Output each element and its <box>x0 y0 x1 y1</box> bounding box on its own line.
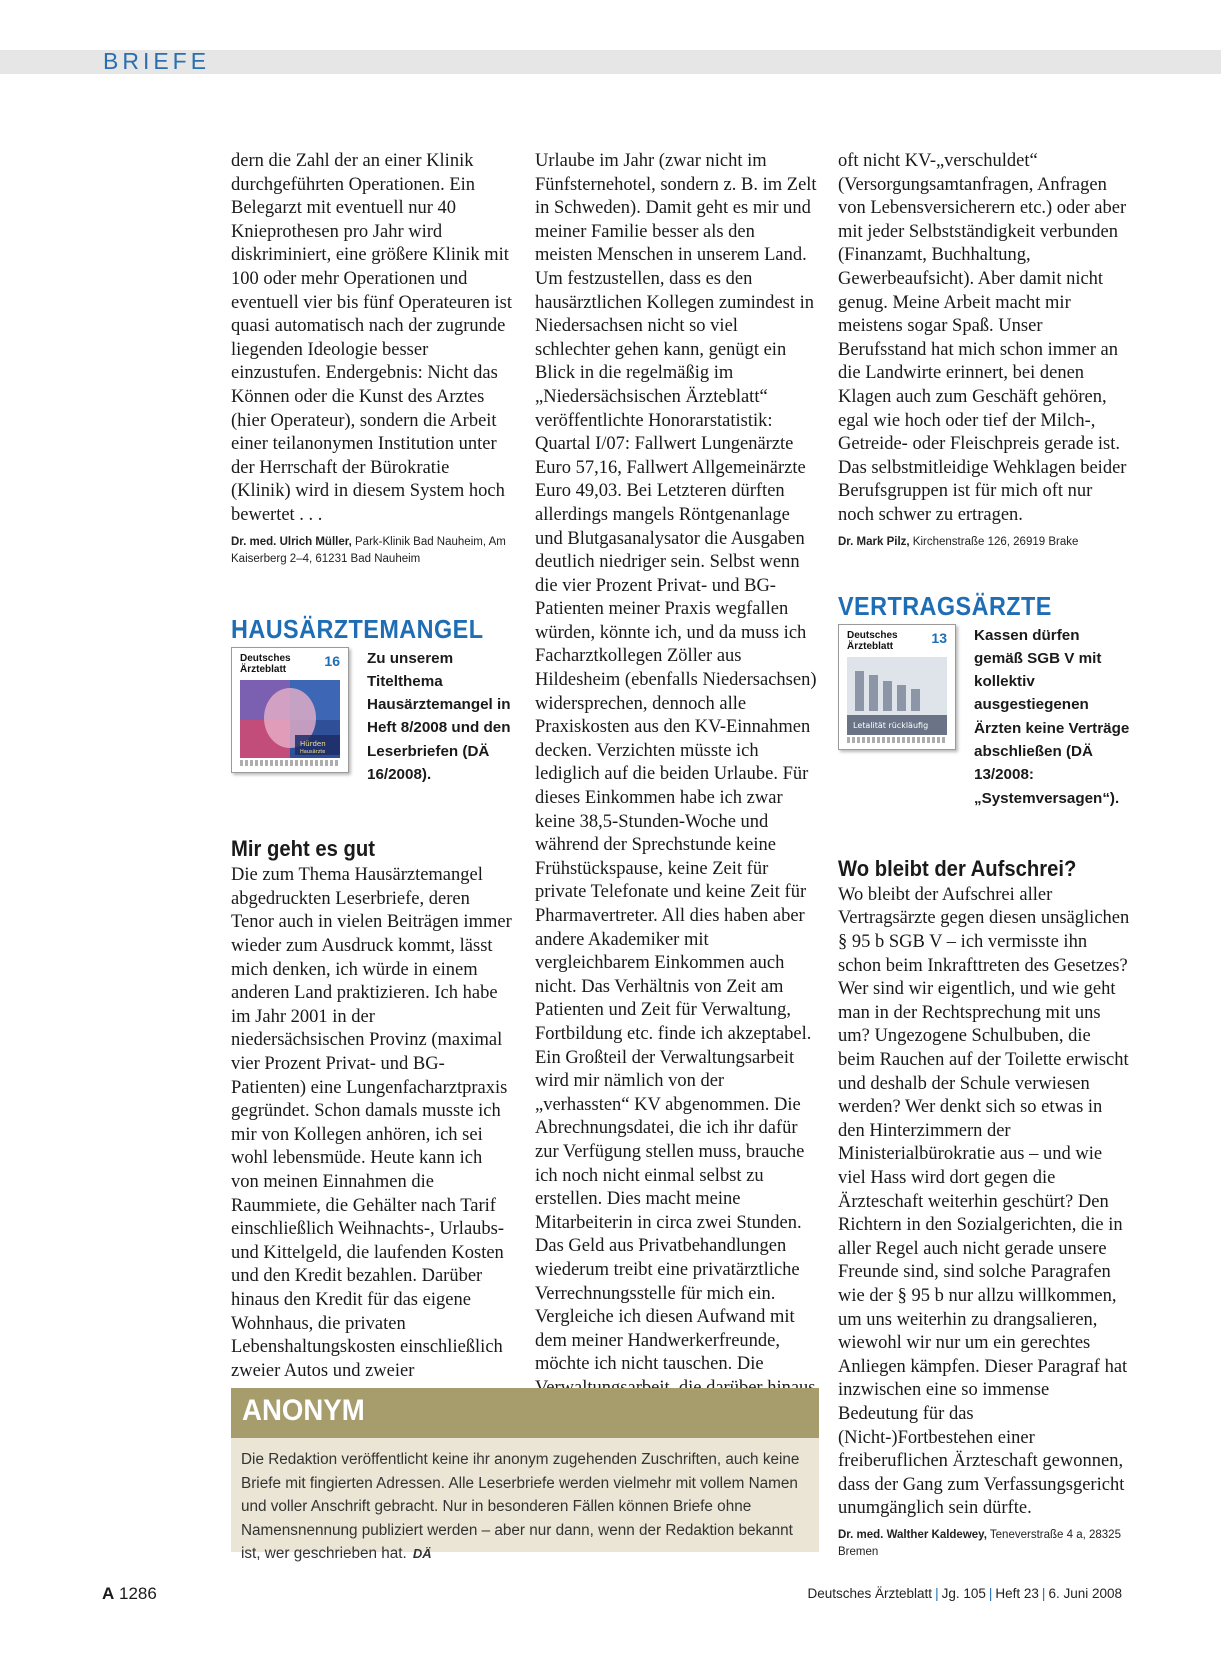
magazine-cover-thumbnail <box>231 647 349 773</box>
page-prefix: A <box>102 1584 115 1603</box>
page-number-value: 1286 <box>119 1584 157 1603</box>
letter-title: Mir geht es gut <box>231 836 375 862</box>
cover-bar-chart-icon <box>847 657 947 735</box>
letter-text-end: oft nicht KV-„verschuldet“ (Versorgungsamtanfragen, Anfragen von Lebensversicherern etc.) oder aber mit jeder Selbstständigkeit verbunden (Finanzamt, Buchhaltung, Gewerbeaufsicht). Aber damit nicht genug. Meine Arbeit macht mir meistens sogar Spaß. Unser Berufsstand hat mich schon immer an die Landwirte erinnert, bei denen Klagen auch zum Geschäft gehören, egal wie hoch oder tief der Milch-, Getreide- oder Fleischpreis gerade ist. Das selbstmitleidige Wehklagen beider Berufsgruppen ist für mich oft nur noch schwer zu ertragen. <box>838 151 1127 525</box>
section-label: BRIEFE <box>103 48 211 74</box>
column-1 <box>231 150 513 1383</box>
anonym-header <box>231 1388 819 1438</box>
column-3 <box>838 150 1130 1561</box>
magazine-cover-thumbnail <box>838 624 956 750</box>
svg-text:Hausärzte: Hausärzte <box>300 748 326 755</box>
cover-footer-lines <box>240 760 340 766</box>
anonym-title: ANONYM <box>242 1394 365 1427</box>
cover-artwork-icon <box>240 680 340 758</box>
topic-reference <box>838 624 1130 810</box>
letter-text: Die zum Thema Hausärztemangel abgedruckten Leserbriefe, deren Tenor auch in vielen Beiträgen immer wieder zum Ausdruck kommt, lässt mich denken, ich würde in einem anderen Land praktizieren. Ich habe im Jahr 2001 in der niedersächsischen Provinz (maximal vier Prozent Privat- und BG-Patienten) eine Lungenfacharztpraxis gegründet. Schon damals musste ich mir von Kollegen anhören, ich sei wohl lebensmüde. Heute kann ich von meinen Einnahmen die Raummiete, die Gehälter nach Tarif einschließlich Weihnachts-, Urlaubs- und Kittelgeld, die laufenden Kosten und den Kredit bezahlen. Darüber hinaus den Kredit für das eigene Wohnhaus, die privaten Lebenshaltungskosten einschließlich zweier Autos und zweier <box>231 865 512 1381</box>
signature-address: Park-Klinik Bad Nauheim, Am Kaiserberg 2–4, 61231 Bad Nauheim <box>231 535 506 565</box>
letter-signature <box>231 534 513 568</box>
cover-issue-number: 16 <box>324 652 340 669</box>
journal-date: 6. Juni 2008 <box>1048 1586 1122 1601</box>
column-2 <box>535 150 817 1424</box>
footer-separator: | <box>988 1586 993 1601</box>
cover-issue-number: 13 <box>931 629 947 646</box>
letter-text-cont: Urlaube im Jahr (zwar nicht im Fünfsternehotel, sondern z. B. im Zelt in Schweden). Damit geht es mir und meiner Familie besser als den meisten Menschen in unserem Land. Um festzustellen, dass es den hausärztlichen Kollegen zumindest in Niedersachsen nicht so viel schlechter gehen kann, genügt ein Blick in die regelmäßig im „Niedersächsischen Ärzteblatt“ veröffentlichte Honorarstatistik: Quartal I/07: Fallwert Lungenärzte Euro 57,16, Fallwert Allgemeinärzte Euro 49,03. Bei Letzteren dürften allerdings mangels Röntgenanlage und Blutgasanalysator die Ausgaben deutlich niedriger sein. Selbst wenn die vier Prozent Privat- und BG-Patienten meiner Praxis wegfallen würden, könnte ich, und da muss ich Facharztkollegen Zöller aus Hildesheim (ebenfalls Niedersachsen) widersprechen, dennoch alle Praxiskosten aus den KV-Einnahmen decken. Verzichten müsste ich lediglich auf die beiden Urlaube. Für dieses Einkommen habe ich zwar keine 38,5-Stunden-Woche und während der Sprechstunde keine Frühstückspause, keine Zeit für private Telefonate und keine Zeit für Pharmavertreter. All dies haben aber andere Akademiker mit vergleichbarem Einkommen auch nicht. Das Verhältnis von Zeit am Patienten und Zeit für Verwaltung, Fortbildung etc. finde ich akzeptabel. Ein Großteil der Verwaltungsarbeit wird mir nämlich von der „verhassten“ KV abgenommen. Die Abrechnungsdatei, die ich ihr dafür zur Verfügung stellen muss, brauche ich noch nicht einmal selbst zu erstellen. Dies macht meine Mitarbeiterin in circa zwei Stunden. Das Geld aus Privatbehandlungen wiederum treibt eine privatärztliche Verrechnungsstelle für mich ein. Vergleiche ich diesen Aufwand mit dem meiner Handwerkerfreunde, möchte ich nicht tauschen. Die <box>535 151 817 1375</box>
topic-note: Zu unserem Titelthema Hausärztemangel in Heft 8/2008 und den Leserbriefen (DÄ 16/2008). <box>367 649 511 783</box>
letter-signature <box>838 534 1130 551</box>
topic-note: Kassen dürfen gemäß SGB V mit kollektiv ausgestiegenen Ärzten keine Verträge abschließen (DÄ 13/2008: „Systemversagen“). <box>974 626 1130 807</box>
cover-masthead: Deutsches Ärzteblatt <box>847 629 898 652</box>
signature-name: Dr. med. Ulrich Müller, <box>231 535 352 548</box>
journal-volume: Jg. 105 <box>941 1586 986 1601</box>
svg-text:Letalität rückläufig: Letalität rückläufig <box>853 720 929 730</box>
topic-reference <box>231 647 513 787</box>
signature-name: Dr. med. Walther Kaldewey, <box>838 1528 987 1541</box>
journal-footer <box>808 1586 1123 1601</box>
journal-name: Deutsches Ärzteblatt <box>807 1586 933 1601</box>
letter-text-continued: dern die Zahl der an einer Klinik durchgeführten Operationen. Ein Belegarzt mit eventuell nur 40 Knieprothesen pro Jahr wird diskriminiert, eine größere Klinik mit 100 oder mehr Operationen und eventuell vier bis fünf Operateuren ist quasi automatisch nach der zugrunde liegenden Ideologie besser einzustufen. Endergebnis: Nicht das Können oder die Kunst des Arztes (hier Operateur), sondern die Arbeit einer teilanonymen Institution unter der Herrschaft der Bürokratie (Klinik) wird in diesem System hoch bewertet . . . <box>231 151 512 525</box>
letter-signature <box>838 1527 1130 1561</box>
letter-title: Wo bleibt der Aufschrei? <box>838 855 1077 881</box>
editor-mark: DÄ <box>412 1546 432 1561</box>
anonym-text <box>231 1438 819 1566</box>
page-number <box>102 1584 157 1604</box>
topic-heading: HAUSÄRZTEMANGEL <box>231 613 484 644</box>
anonym-notice-box <box>231 1388 819 1562</box>
svg-text:Hürden: Hürden <box>300 739 326 748</box>
signature-address: Kirchenstraße 126, 26919 Brake <box>912 535 1079 548</box>
anonym-body: Die Redaktion veröffentlicht keine ihr anonym zugehenden Zuschriften, auch keine Briefe mit fingierten Adressen. Alle Leserbriefe werden vielmehr mit vollem Namen und voller Anschrift gebracht. Nur in besonderen Fällen können Briefe ohne Namensnennung publiziert werden – aber nur dann, wenn der Redaktion bekannt ist, wer geschrieben hat. <box>241 1451 800 1562</box>
letter-text: Wo bleibt der Aufschrei aller Vertragsärzte gegen diesen unsäglichen § 95 b SGB V – ich vermisste ihn schon beim Inkrafttreten des Gesetzes? Wer sind wir eigentlich, und wie geht man in der Rechtsprechung mit uns um? Ungezogene Schulbuben, die beim Rauchen auf der Toilette erwischt und deshalb der Schule verwiesen werden? Wer denkt sich so etwas in den Hinterzimmern der Ministerialbürokratie aus – und wie viel Hass wird dort gegen die Ärzteschaft weiterhin geschürt? Den Richtern in den Sozialgerichten, die in aller Regel auch nicht gerade unsere Freunde sind, sind solche Paragrafen wie der § 95 b nur allzu willkommen, um uns weiterhin zu drangsalieren, wiewohl wir nur um ein gerechtes Anliegen kämpfen. Dieser Paragraf hat inzwischen eine so immense Bedeutung für das (Nicht-)Fortbestehen einer freiberuflichen Ärzteschaft gewonnen, dass der Gang zum Verfassungsgericht unumgänglich sein dürfte. <box>838 884 1130 1519</box>
signature-address: Teneverstraße 4 a, 28325 Bremen <box>838 1528 1121 1558</box>
topic-heading: VERTRAGSÄRZTE <box>838 590 1052 621</box>
cover-footer-lines <box>847 737 947 743</box>
footer-separator: | <box>1041 1586 1046 1601</box>
footer-separator: | <box>935 1586 939 1601</box>
signature-name: Dr. Mark Pilz, <box>838 535 910 548</box>
journal-issue: Heft 23 <box>995 1586 1039 1601</box>
cover-masthead: Deutsches Ärzteblatt <box>240 652 291 675</box>
